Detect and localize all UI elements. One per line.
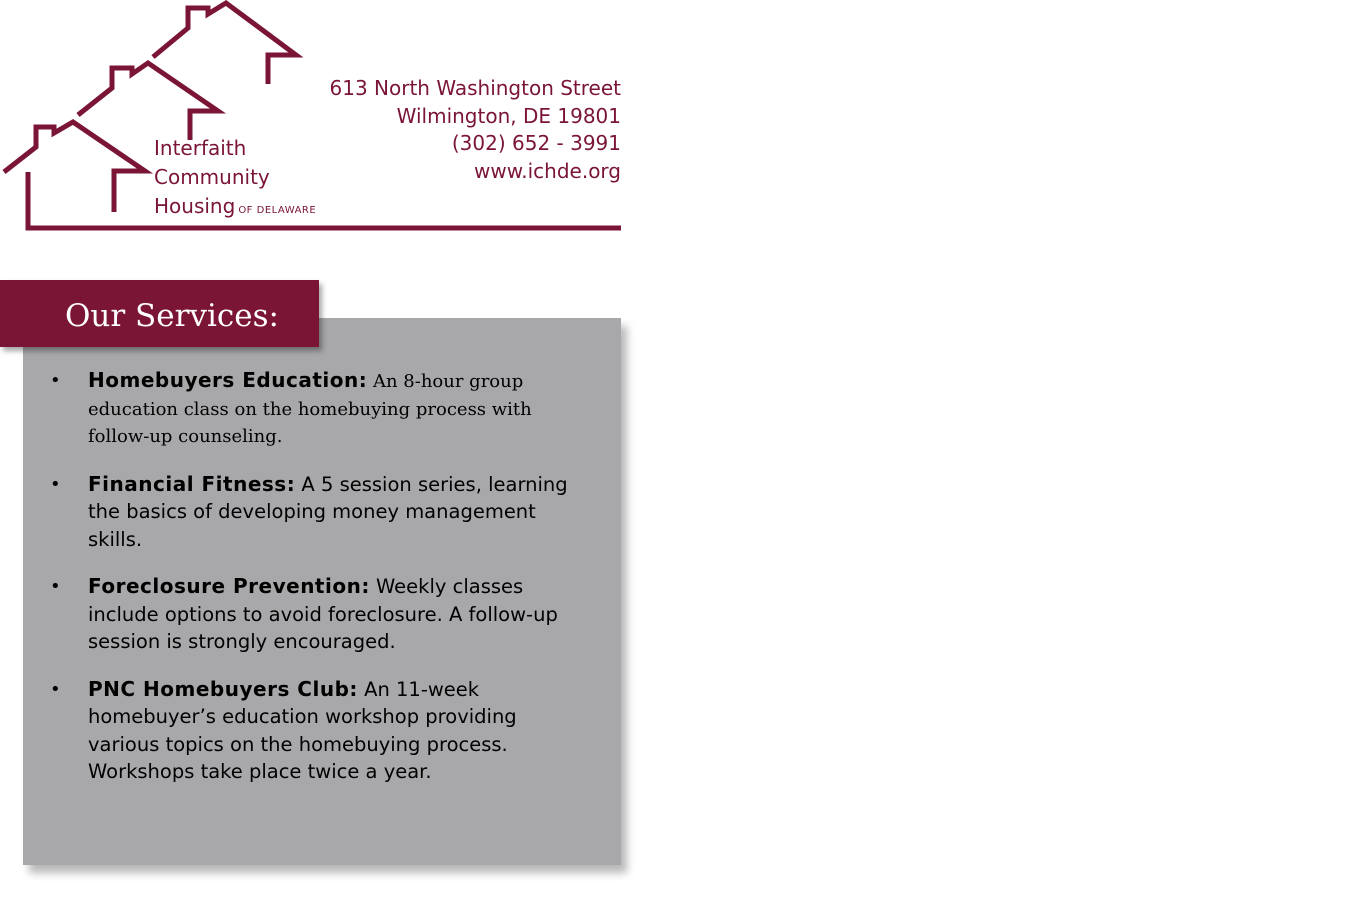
organization-name-line bbox=[154, 192, 316, 225]
contact-city: Wilmington, DE 19801 bbox=[396, 103, 621, 128]
bullet: • bbox=[50, 370, 61, 391]
service-item-financial-fitness: • Financial Fitness: A 5 session series, learning the basics of developing money management skills. bbox=[50, 471, 568, 551]
logo-house-middle bbox=[78, 63, 218, 140]
bullet: • bbox=[50, 576, 61, 597]
bullet: • bbox=[50, 473, 61, 495]
contact-block bbox=[330, 75, 621, 185]
service-description: An 11-week homebuyer’s education workshop providing various topics on the homebuying process. Workshops take place twice a year. bbox=[88, 677, 517, 783]
service-item-foreclosure-prevention: • Foreclosure Prevention: Weekly classes include options to avoid foreclosure. A follow-up session is strongly encouraged. bbox=[50, 574, 558, 653]
service-title: Foreclosure Prevention bbox=[88, 574, 362, 598]
services-banner bbox=[0, 280, 319, 347]
service-title: Financial Fitness bbox=[88, 471, 287, 496]
service-description: A 5 session series, learning the basics of developing money management skills. bbox=[88, 472, 568, 551]
logo-house-front bbox=[4, 122, 145, 212]
services-heading: Our Services: bbox=[65, 298, 279, 334]
organization-name-word: Housing bbox=[154, 194, 236, 218]
bullet: • bbox=[50, 678, 61, 700]
contact-website[interactable]: www.ichde.org bbox=[474, 158, 621, 183]
organization-name-line: Interfaith bbox=[154, 136, 247, 160]
organization-name bbox=[154, 134, 316, 225]
service-description: An 8-hour group education class on the homebuying process with follow-up counseling. bbox=[88, 371, 532, 447]
contact-phone: (302) 652 - 3991 bbox=[451, 131, 621, 155]
service-title: Homebuyers Education bbox=[88, 368, 359, 392]
service-title: PNC Homebuyers Club bbox=[88, 676, 350, 701]
logo-house-back bbox=[153, 3, 296, 84]
organization-name-line: Community bbox=[154, 165, 270, 189]
service-item-homebuyers-education: • Homebuyers Education: An 8-hour group education class on the homebuying process with follow-up counseling. bbox=[50, 368, 532, 447]
organization-suffix: OF DELAWARE bbox=[238, 205, 317, 216]
service-description: Weekly classes include options to avoid foreclosure. A follow-up session is strongly encouraged. bbox=[88, 575, 558, 653]
service-item-pnc-homebuyers-club: • PNC Homebuyers Club: An 11-week homebuyer’s education workshop providing various topics on the homebuying process. Workshops take place twice a year. bbox=[50, 676, 517, 783]
contact-street: 613 North Washington Street bbox=[329, 76, 621, 100]
services-list bbox=[48, 367, 588, 806]
